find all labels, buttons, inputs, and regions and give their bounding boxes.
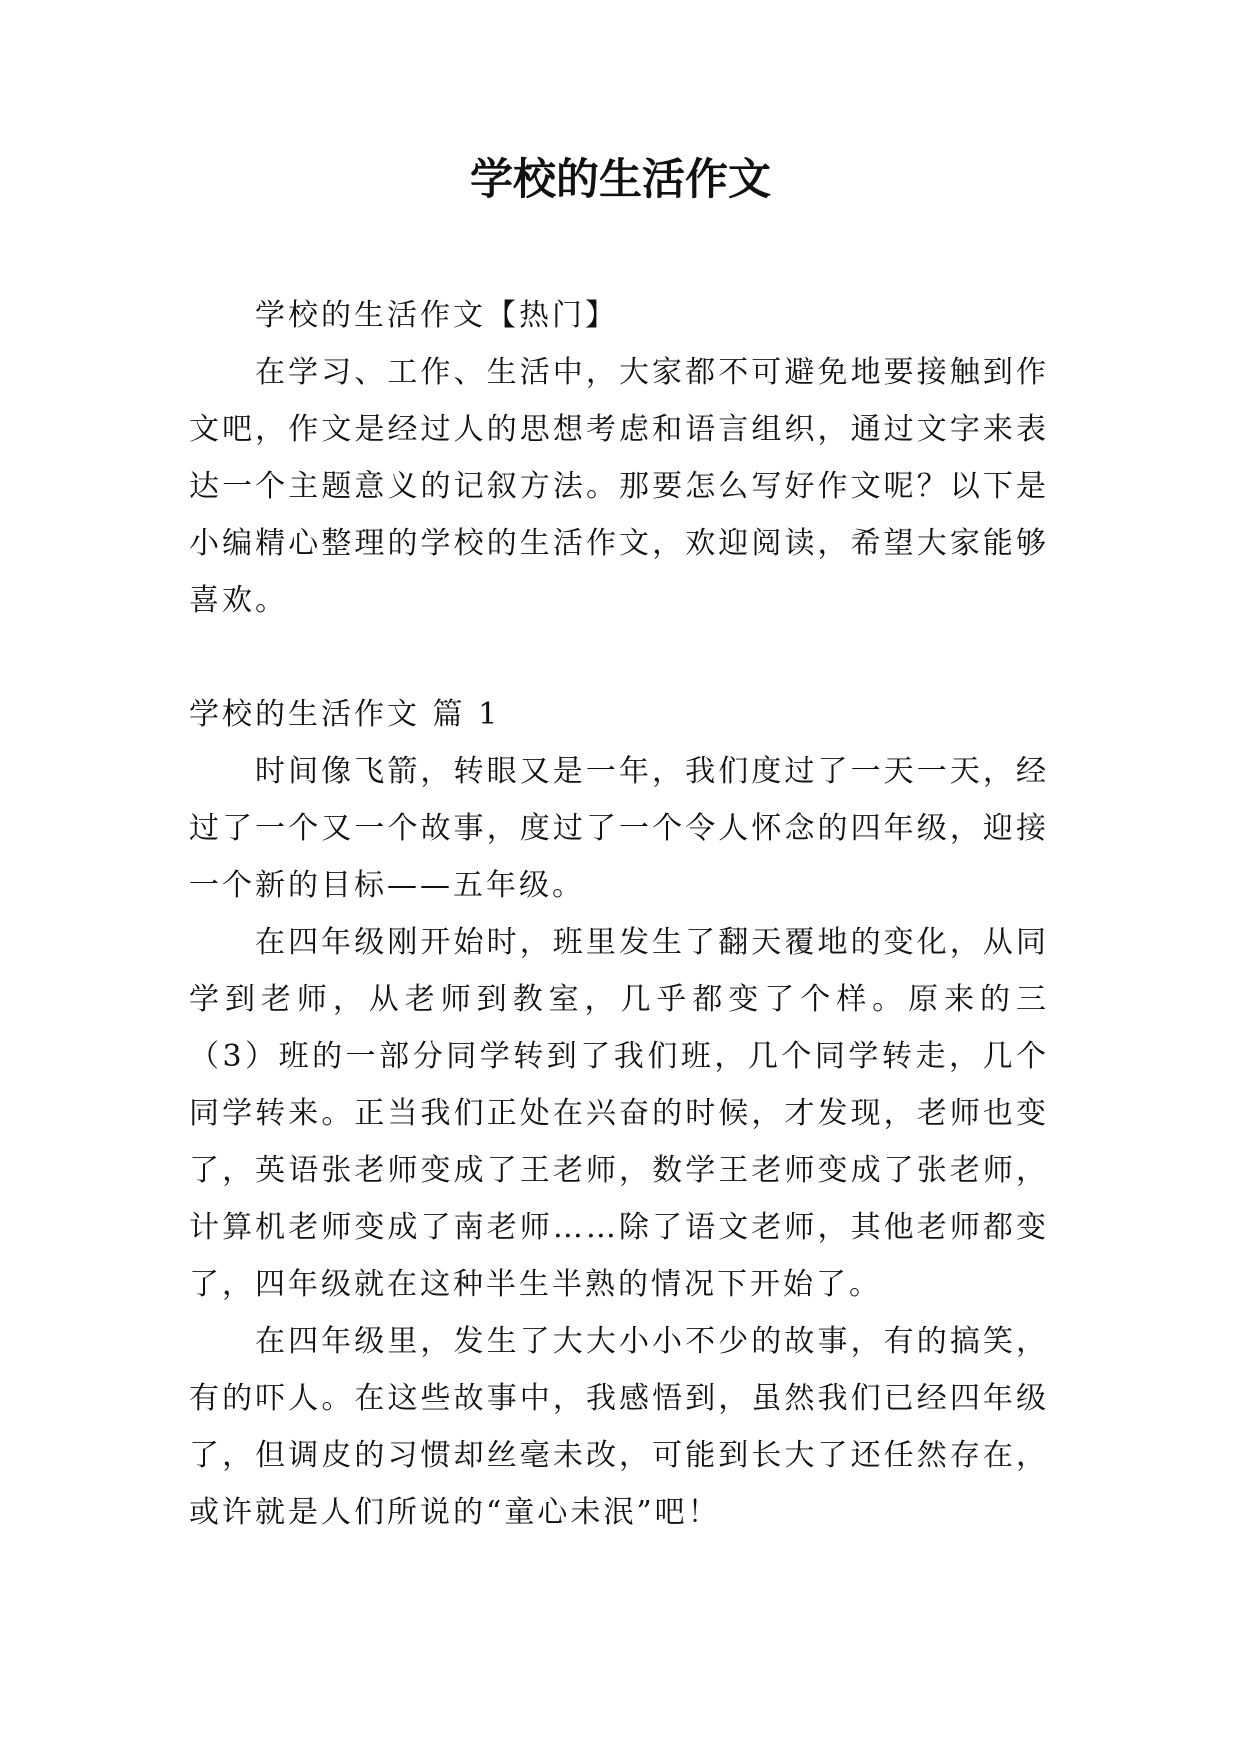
intro-heading: 学校的生活作文【热门】: [255, 298, 618, 333]
document-body: [189, 287, 1049, 1541]
intro-paragraph: 在学习、工作、生活中，大家都不可避免地要接触到作文吧，作文是经过人的思想考虑和语言组织，通过文字来表达一个主题意义的记叙方法。那要怎么写好作文呢？以下是小编精心整理的学校的生活作文，欢迎阅读，希望大家能够喜欢。: [189, 355, 1049, 618]
paragraph-3: 在四年级里，发生了大大小小不少的故事，有的搞笑，有的吓人。在这些故事中，我感悟到，虽然我们已经四年级了，但调皮的习惯却丝毫未改，可能到长大了还任然存在，或许就是人们所说的“童心未泯”吧！: [189, 1324, 1049, 1530]
section-spacer: [189, 629, 1049, 686]
paragraph-1: 时间像飞箭，转眼又是一年，我们度过了一天一天，经过了一个又一个故事，度过了一个令人怀念的四年级，迎接一个新的目标——五年级。: [189, 754, 1049, 903]
paragraph-2: 在四年级刚开始时，班里发生了翻天覆地的变化，从同学到老师，从老师到教室，几乎都变了个样。原来的三（3）班的一部分同学转到了我们班，几个同学转走，几个同学转来。正当我们正处在兴奋的时候，才发现，老师也变了，英语张老师变成了王老师，数学王老师变成了张老师，计算机老师变成了南老师……除了语文老师，其他老师都变了，四年级就在这种半生半熟的情况下开始了。: [189, 925, 1049, 1302]
section-heading: 学校的生活作文 篇 1: [189, 697, 501, 732]
document-title: 学校的生活作文: [470, 155, 771, 205]
